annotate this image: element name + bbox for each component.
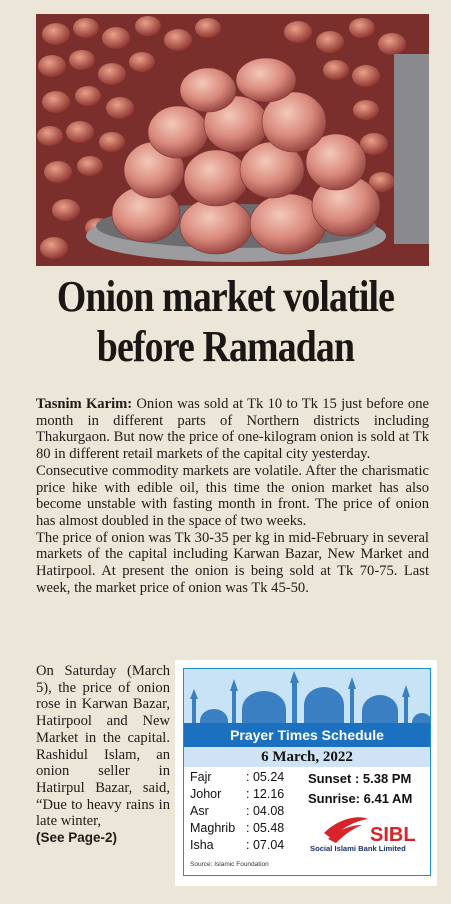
sunrise-time: Sunrise: 6.41 AM xyxy=(308,791,413,806)
prayer-row xyxy=(190,769,302,786)
prayer-times-list xyxy=(190,769,302,854)
prayer-time: : 04.08 xyxy=(246,804,285,818)
paragraph-1-text: Onion was sold at Tk 10 to Tk 15 just before one month in different parts of Northern districts including Thakurgaon. But now the price of one-kilogram onion is sold at Tk 80 in different retail markets of the capital city yesterday. xyxy=(36,396,429,463)
byline: Tasnim Karim: xyxy=(36,396,133,412)
article-body xyxy=(36,396,429,596)
prayer-name: Maghrib xyxy=(190,821,236,835)
prayer-row xyxy=(190,786,302,803)
headline-line-2: before Ramadan xyxy=(96,322,355,371)
prayer-time: : 07.04 xyxy=(246,838,285,852)
logo-text: SIBL xyxy=(370,824,416,846)
article-paragraph-4: On Saturday (March 5), the price of onion rose in Karwan Bazar, Hatirpool and New Market in the capital. Rashidul Islam, an onion seller in Hatirpul Bazar, said, “Due to heavy rains in late winter, xyxy=(36,663,170,830)
article-paragraph-2: Consecutive commodity markets are volatile. After the charismatic price hike with edible oil, this time the onion market has also become unstable with fasting month in front. The price of onion has almost doubled in the space of two weeks. xyxy=(36,462,429,529)
prayer-row xyxy=(190,837,302,854)
prayer-time: : 12.16 xyxy=(246,787,285,801)
article-column xyxy=(36,663,170,847)
prayer-row xyxy=(190,803,302,820)
onion-photo xyxy=(36,14,429,266)
bank-name: Social Islami Bank Limited xyxy=(310,844,406,853)
prayer-name: Fajr xyxy=(190,770,212,784)
continued-link[interactable]: (See Page-2) xyxy=(36,830,118,846)
article-paragraph-3: The price of onion was Tk 30-35 per kg in mid-February in several markets of the capital including Karwan Bazar, New Market and Hatirpool. At present the onion is being sold at Tk 70-75. Last week, the market price of onion was Tk 45-50. xyxy=(36,529,429,596)
ad-frame xyxy=(183,668,431,876)
prayer-name: Asr xyxy=(190,804,209,818)
sunset-time: Sunset : 5.38 PM xyxy=(308,771,412,786)
prayer-name: Johor xyxy=(190,787,222,801)
headline xyxy=(32,272,420,372)
ad-date: 6 March, 2022 xyxy=(184,747,430,767)
prayer-name: Isha xyxy=(190,838,214,852)
prayer-times-ad xyxy=(175,660,437,886)
sibl-logo xyxy=(306,813,424,859)
sun-times xyxy=(308,769,412,809)
prayer-time: : 05.48 xyxy=(246,821,285,835)
prayer-time: : 05.24 xyxy=(246,770,285,784)
headline-line-1: Onion market volatile xyxy=(56,272,395,321)
ad-source: Source: Islamic Foundation xyxy=(190,861,269,868)
article-paragraph-1 xyxy=(36,396,429,463)
prayer-row xyxy=(190,820,302,837)
ad-title: Prayer Times Schedule xyxy=(184,723,430,747)
